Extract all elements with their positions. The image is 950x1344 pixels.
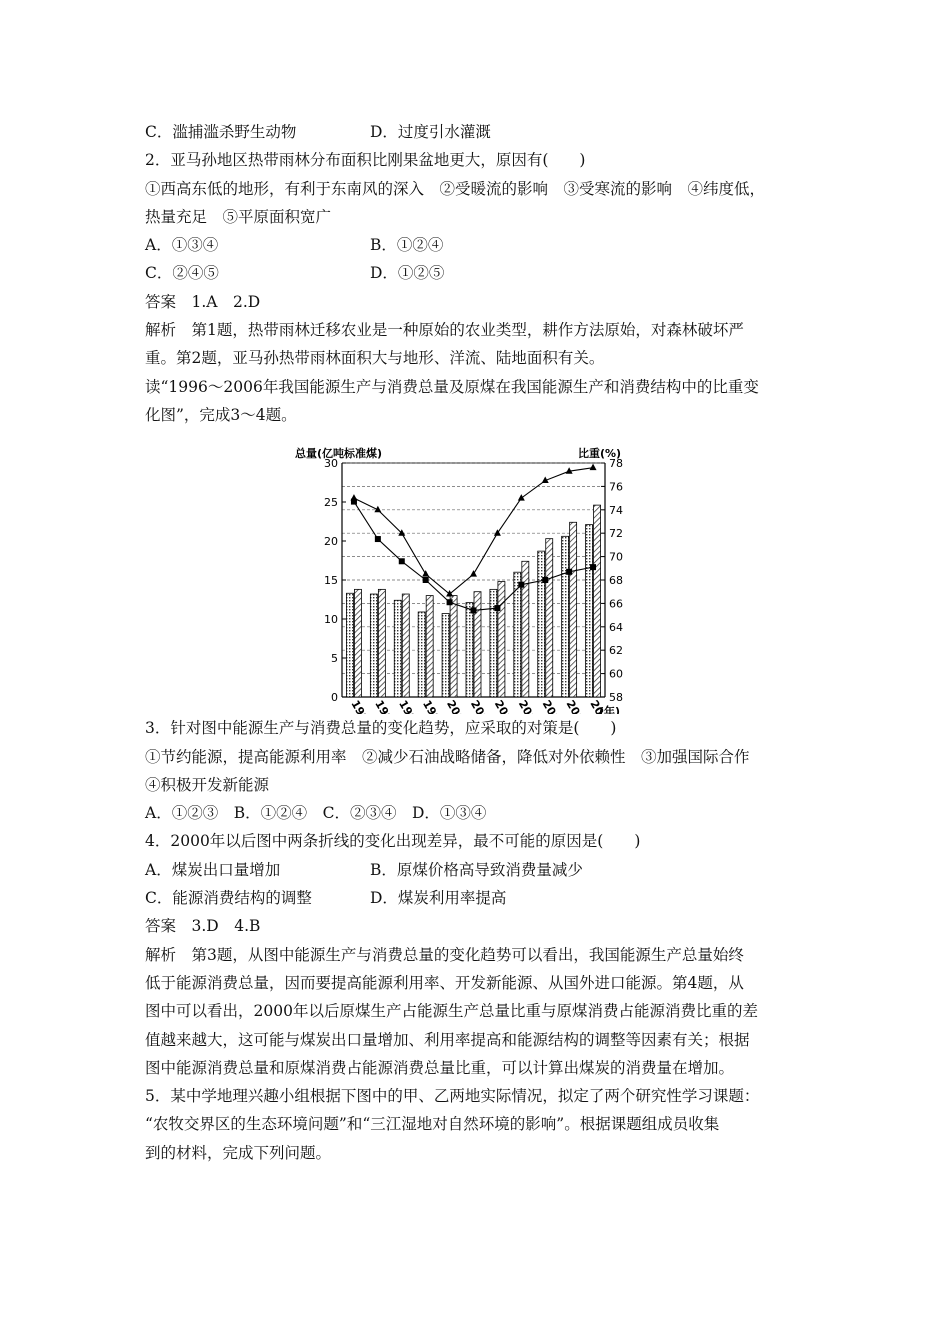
right-tick-label: 58 bbox=[609, 691, 623, 705]
text-line: 答案 1.A 2.D bbox=[145, 292, 261, 311]
text-line: 解析 第3题，从图中能源生产与消费总量的变化趋势可以看出，我国能源生产总量始终 bbox=[145, 945, 744, 964]
option-right: D．过度引水灌溉 bbox=[370, 123, 491, 141]
option-left: A．①③④ bbox=[145, 236, 219, 255]
option-row bbox=[145, 118, 815, 146]
text-line: ④积极开发新能源 bbox=[145, 775, 270, 794]
square-marker bbox=[399, 559, 405, 565]
bar-consumption bbox=[378, 590, 385, 698]
triangle-marker bbox=[518, 494, 525, 501]
text-line: 低于能源消费总量，因而要提高能源利用率、开发新能源、从国外进口能源。第4题，从 bbox=[145, 973, 744, 992]
x-tick-label bbox=[492, 698, 519, 714]
x-tick-label bbox=[444, 698, 471, 714]
x-tick-label bbox=[372, 698, 399, 714]
square-marker bbox=[447, 599, 453, 605]
right-tick-label: 74 bbox=[609, 504, 623, 518]
left-tick-label: 20 bbox=[324, 535, 338, 549]
bar-consumption bbox=[570, 523, 577, 698]
right-tick-label: 62 bbox=[609, 644, 623, 658]
bar-consumption bbox=[594, 505, 601, 697]
text-line: 3．针对图中能源生产与消费总量的变化趋势，应采取的对策是( ) bbox=[145, 719, 617, 738]
option-row bbox=[145, 856, 815, 884]
bar-consumption bbox=[426, 596, 433, 697]
text-line: A．①②③ B．①②④ C．②③④ D．①③④ bbox=[145, 804, 487, 823]
option-row bbox=[145, 884, 815, 912]
bar-consumption bbox=[498, 582, 505, 697]
triangle-marker bbox=[446, 590, 453, 597]
right-tick-label: 76 bbox=[609, 480, 623, 494]
bar-consumption bbox=[546, 539, 553, 697]
text-line: 答案 3.D 4.B bbox=[145, 917, 261, 936]
text-line: 4．2000年以后图中两条折线的变化出现差异，最不可能的原因是( ) bbox=[145, 832, 641, 851]
text-block-bottom bbox=[145, 714, 815, 1167]
triangle-marker bbox=[590, 464, 597, 471]
left-tick-label: 10 bbox=[324, 613, 338, 627]
document-page bbox=[145, 118, 815, 1167]
left-tick-label: 15 bbox=[324, 574, 338, 588]
bar-production bbox=[466, 603, 473, 697]
square-marker bbox=[590, 564, 596, 570]
bar-consumption bbox=[402, 594, 409, 697]
text-line: 读“1996～2006年我国能源生产与消费总量及原煤在我国能源生产和消费结构中的比重变 bbox=[145, 377, 759, 396]
x-tick-label bbox=[468, 698, 495, 714]
option-right: D．①②⑤ bbox=[370, 264, 445, 283]
text-block-top bbox=[145, 118, 815, 429]
text-line: 化图”，完成3～4题。 bbox=[145, 405, 297, 424]
square-marker bbox=[471, 608, 477, 614]
x-unit-label: (年) bbox=[599, 705, 621, 715]
bar-production bbox=[370, 594, 377, 697]
chart-svg bbox=[145, 429, 815, 714]
right-tick-label: 64 bbox=[609, 621, 623, 635]
text-line: ①节约能源，提高能源利用率 ②减少石油战略储备，降低对外依赖性 ③加强国际合作 bbox=[145, 747, 750, 766]
bar-consumption bbox=[354, 590, 361, 698]
left-tick-label: 25 bbox=[324, 496, 338, 510]
triangle-marker bbox=[470, 570, 477, 577]
text-line: 解析 第1题，热带雨林迁移农业是一种原始的农业类型，耕作方法原始，对森林破坏严 bbox=[145, 321, 744, 340]
x-tick-label bbox=[564, 698, 591, 714]
bar-production bbox=[394, 601, 401, 698]
x-tick-label bbox=[396, 698, 423, 714]
x-tick-label bbox=[420, 698, 447, 714]
energy-chart bbox=[145, 429, 815, 714]
square-marker bbox=[351, 499, 357, 505]
option-row bbox=[145, 231, 815, 259]
right-tick-label: 70 bbox=[609, 550, 623, 564]
text-line: “农牧交界区的生态环境问题”和“三江湿地对自然环境的影响”。根据课题组成员收集 bbox=[145, 1115, 720, 1134]
option-right: B．原煤价格高导致消费量减少 bbox=[370, 860, 583, 879]
square-marker bbox=[518, 582, 524, 588]
line-coal-consumption bbox=[354, 502, 593, 611]
bar-production bbox=[418, 612, 425, 697]
text-line: 图中可以看出，2000年以后原煤生产占能源生产总量比重与原煤消费占能源消费比重的差 bbox=[145, 1002, 758, 1021]
square-marker bbox=[423, 577, 429, 583]
text-line: 热量充足 ⑤平原面积宽广 bbox=[145, 207, 332, 226]
option-left: A．煤炭出口量增加 bbox=[145, 860, 281, 879]
x-tick-label bbox=[540, 698, 567, 714]
triangle-marker bbox=[422, 570, 429, 577]
left-axis-label: 总量(亿吨标准煤) bbox=[295, 447, 383, 461]
bar-consumption bbox=[522, 562, 529, 698]
square-marker bbox=[566, 569, 572, 575]
right-tick-label: 66 bbox=[609, 597, 623, 611]
bar-production bbox=[442, 614, 449, 697]
text-line: ①西高东低的地形，有利于东南风的深入 ②受暖流的影响 ③受寒流的影响 ④纬度低， bbox=[145, 179, 766, 198]
left-tick-label: 30 bbox=[324, 457, 338, 471]
square-marker bbox=[494, 605, 500, 611]
bar-production bbox=[562, 537, 569, 698]
bar-production bbox=[346, 594, 353, 698]
square-marker bbox=[375, 536, 381, 542]
option-right: D．煤炭利用率提高 bbox=[370, 889, 507, 908]
bar-production bbox=[538, 551, 545, 697]
option-right: B．①②④ bbox=[370, 236, 444, 255]
right-axis-label: 比重(%) bbox=[578, 447, 622, 461]
text-line: 5．某中学地理兴趣小组根据下图中的甲、乙两地实际情况，拟定了两个研究性学习课题： bbox=[145, 1087, 760, 1106]
text-line: 2．亚马孙地区热带雨林分布面积比刚果盆地更大，原因有( ) bbox=[145, 151, 586, 170]
text-line: 重。第2题，亚马孙热带雨林面积大与地形、洋流、陆地面积有关。 bbox=[145, 349, 605, 368]
left-tick-label: 5 bbox=[331, 652, 338, 666]
x-tick-label bbox=[348, 698, 375, 714]
text-line: 图中能源消费总量和原煤消费占能源消费总量比重，可以计算出煤炭的消费量在增加。 bbox=[145, 1058, 735, 1077]
text-line: 到的材料，完成下列问题。 bbox=[145, 1143, 332, 1162]
option-left: C．②④⑤ bbox=[145, 264, 219, 283]
bar-consumption bbox=[450, 596, 457, 697]
left-tick-label: 0 bbox=[331, 691, 338, 705]
square-marker bbox=[542, 577, 548, 583]
right-tick-label: 68 bbox=[609, 574, 623, 588]
right-tick-label: 78 bbox=[609, 457, 623, 471]
option-row bbox=[145, 259, 815, 287]
x-tick-label bbox=[516, 698, 543, 714]
bar-production bbox=[586, 525, 593, 697]
option-left: C．滥捕滥杀野生动物 bbox=[145, 123, 297, 141]
text-line: 值越来越大，这可能与煤炭出口量增加、利用率提高和能源结构的调整等因素有关；根据 bbox=[145, 1030, 750, 1049]
option-left: C．能源消费结构的调整 bbox=[145, 889, 312, 908]
right-tick-label: 72 bbox=[609, 527, 623, 541]
right-tick-label: 60 bbox=[609, 667, 623, 681]
